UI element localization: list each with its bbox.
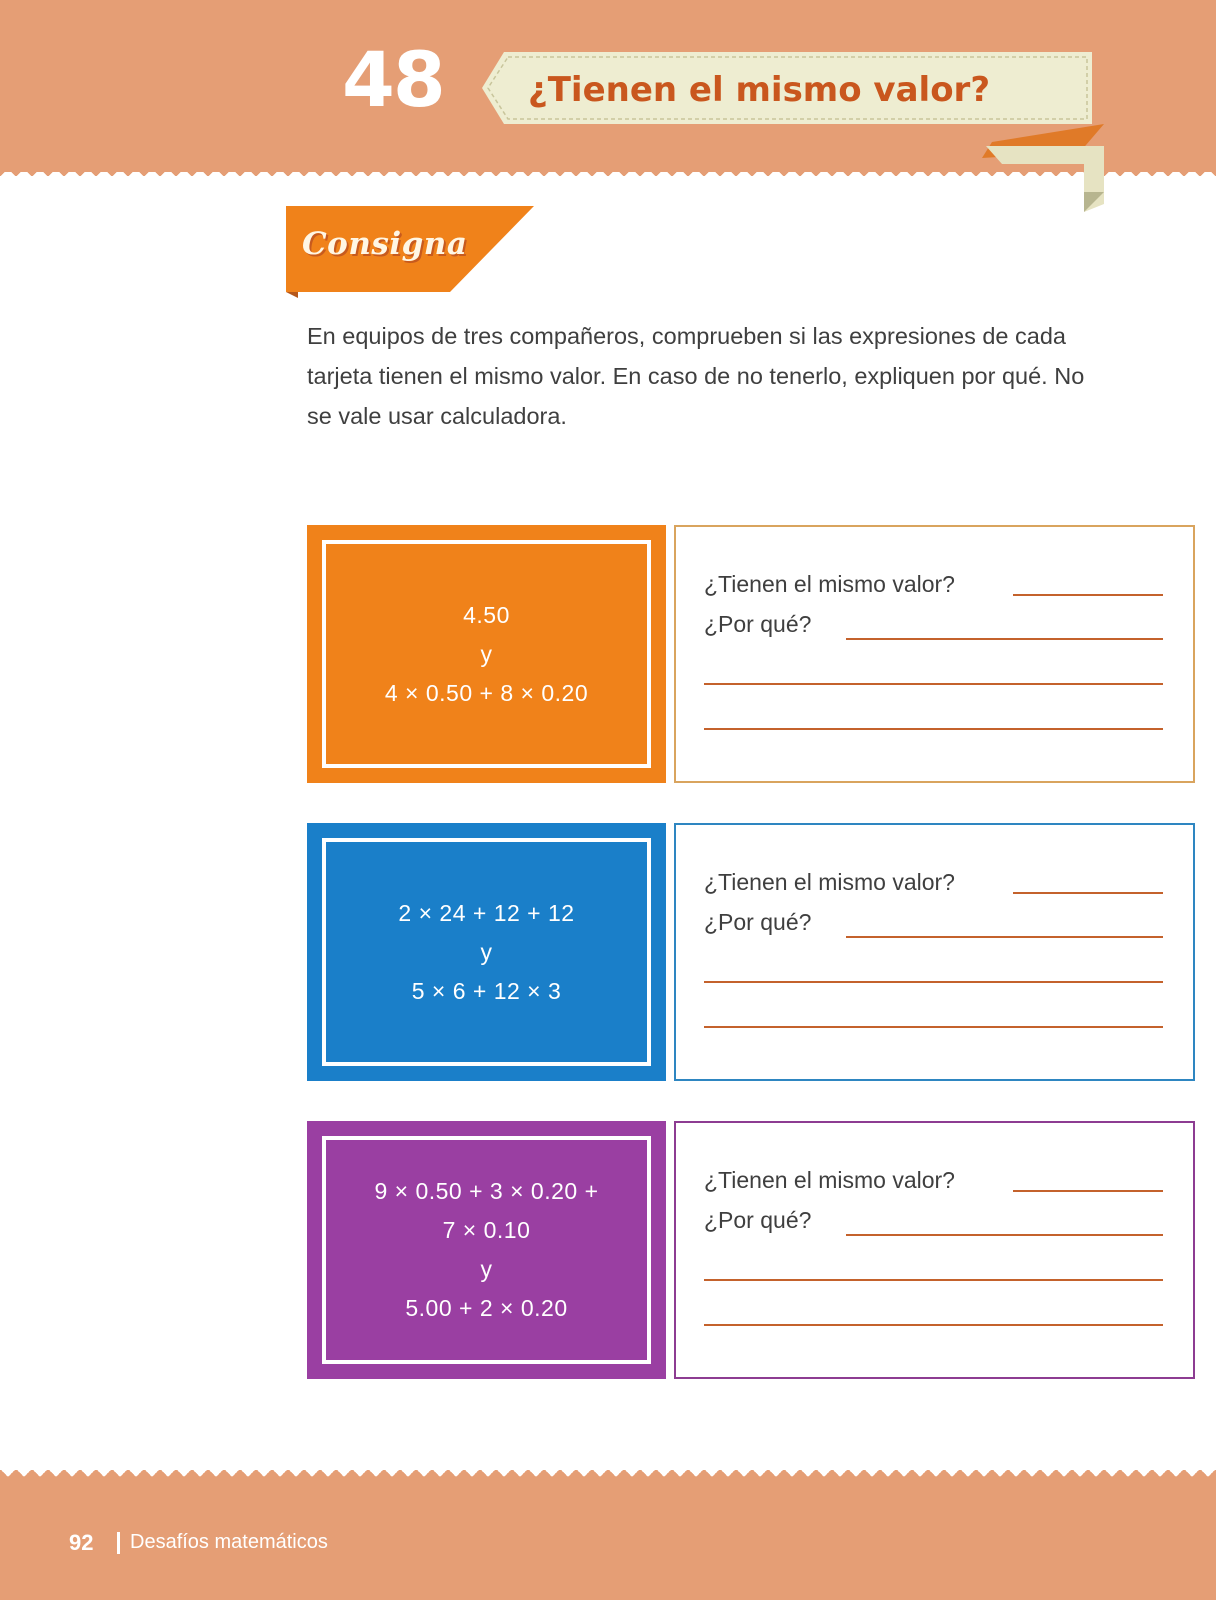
same-value-question: ¿Tienen el mismo valor? <box>704 571 955 597</box>
instructions-text: En equipos de tres compañeros, comprueben si las expresiones de cada tarjeta tienen el mismo valor. En caso de no tenerlo, expliquen por qué. No se vale usar calculadora. <box>307 323 1085 429</box>
answer-box <box>674 1121 1195 1379</box>
answer-line-why[interactable] <box>846 936 1163 938</box>
answer-line-same-value[interactable] <box>1013 1190 1163 1192</box>
answer-box <box>674 525 1195 783</box>
page-number: 92 <box>69 1530 94 1555</box>
footer-divider <box>117 1532 120 1554</box>
same-value-question: ¿Tienen el mismo valor? <box>704 1167 955 1193</box>
lesson-number: 48 <box>342 35 444 124</box>
expression-line: 9 × 0.50 + 3 × 0.20 + <box>374 1178 599 1204</box>
consigna-label: Consigna <box>302 226 468 262</box>
expression-connector: y <box>480 938 493 965</box>
why-question: ¿Por qué? <box>704 1207 812 1233</box>
exercise-card-2 <box>307 823 1195 1081</box>
why-question: ¿Por qué? <box>704 611 812 637</box>
page-title: ¿Tienen el mismo valor? <box>528 70 991 110</box>
answer-line-extra[interactable] <box>704 981 1163 983</box>
expression-box <box>307 525 666 783</box>
same-value-question: ¿Tienen el mismo valor? <box>704 869 955 895</box>
answer-line-why[interactable] <box>846 1234 1163 1236</box>
expression-box <box>307 823 666 1081</box>
expression-connector: y <box>480 640 493 667</box>
expression-line: 5 × 6 + 12 × 3 <box>411 977 562 1004</box>
answer-box <box>674 823 1195 1081</box>
answer-line-extra[interactable] <box>704 1026 1163 1028</box>
exercise-card-1 <box>307 525 1195 783</box>
answer-line-extra[interactable] <box>704 683 1163 685</box>
answer-line-same-value[interactable] <box>1013 892 1163 894</box>
why-question: ¿Por qué? <box>704 909 812 935</box>
expression-connector: y <box>480 1256 493 1282</box>
answer-line-extra[interactable] <box>704 1324 1163 1326</box>
exercise-card-3 <box>307 1121 1195 1379</box>
expression-frame <box>322 540 651 768</box>
expression-line: 7 × 0.10 <box>442 1217 531 1243</box>
expression-line: 2 × 24 + 12 + 12 <box>398 899 575 926</box>
expression-line: 4.50 <box>463 601 510 628</box>
expression-frame <box>322 838 651 1066</box>
expression-line: 5.00 + 2 × 0.20 <box>405 1295 568 1321</box>
answer-line-why[interactable] <box>846 638 1163 640</box>
expression-frame <box>322 1136 651 1364</box>
expression-box <box>307 1121 666 1379</box>
book-title: Desafíos matemáticos <box>130 1531 328 1553</box>
answer-line-extra[interactable] <box>704 1279 1163 1281</box>
answer-line-extra[interactable] <box>704 728 1163 730</box>
expression-line: 4 × 0.50 + 8 × 0.20 <box>384 679 589 706</box>
answer-line-same-value[interactable] <box>1013 594 1163 596</box>
